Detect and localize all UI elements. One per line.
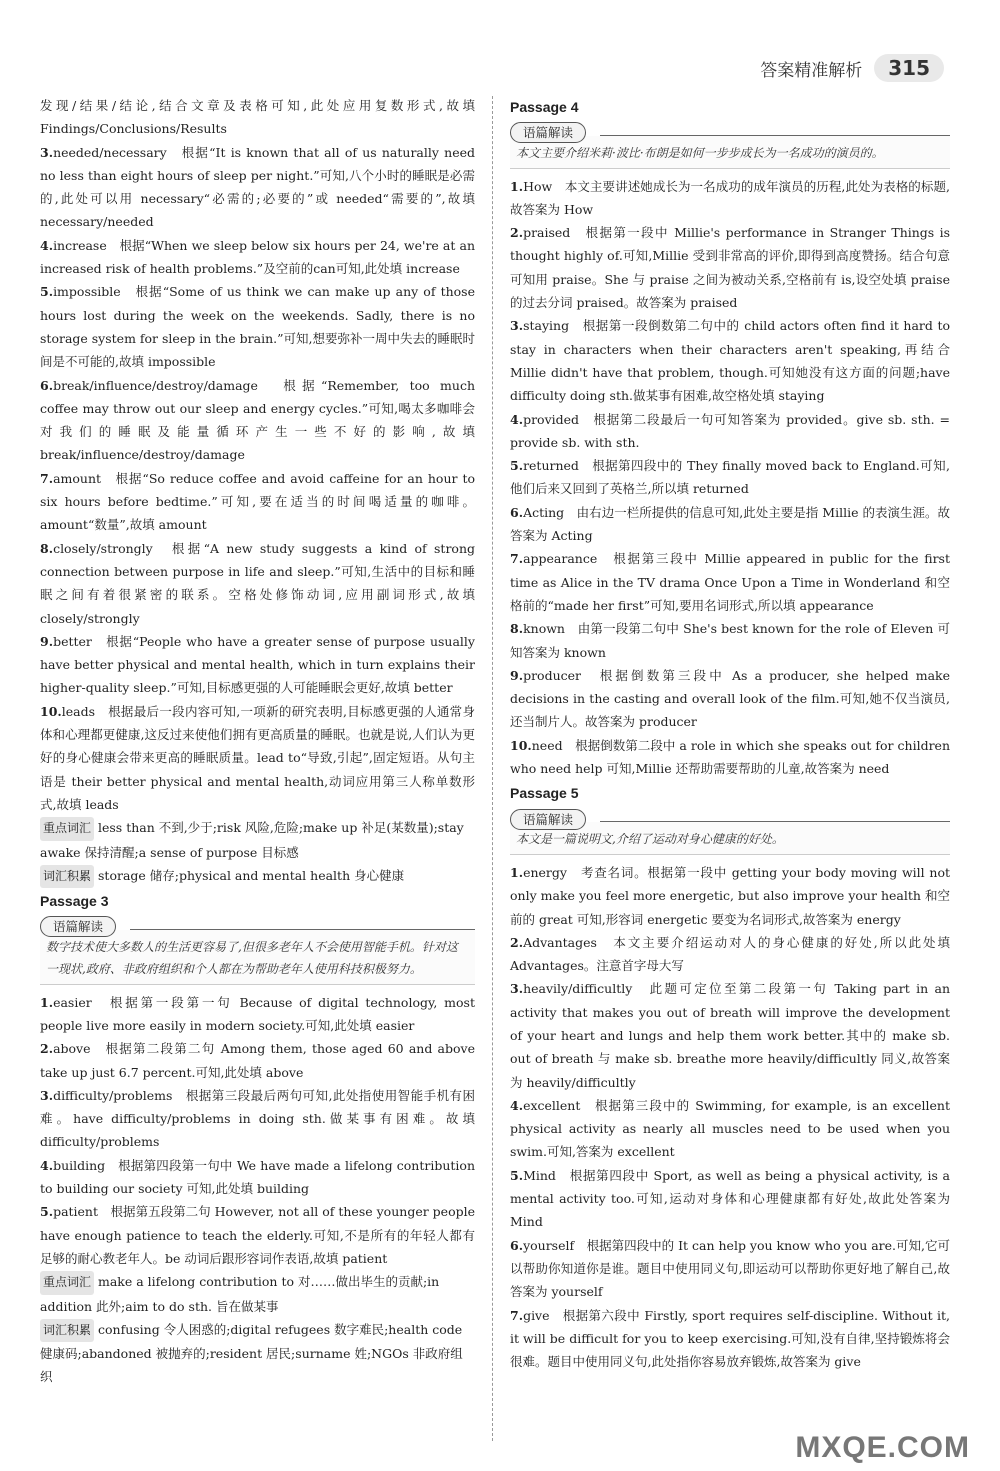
answer-text: Advantages 本文主要介绍运动对人的身心健康的好处,所以此处填 Advantages。注意首字母大写	[510, 934, 950, 974]
passage-3-reading-box	[40, 915, 475, 984]
answer-text: needed/necessary 根据“It is known that all of us naturally need no less than eight hours of sleep per night.”可知,八个小时的睡眠是必需的,此处可以用 necessary“必需的;必要的”或 needed“需要的”,故填necessary/needed	[40, 144, 475, 230]
answer-text: heavily/difficultly 此题可定位至第二段第一句 Taking part in an activity that makes you out of breath will improve the development of your heart and lungs and help them work better.其中的 make sb. out of breath 与 make sb. breathe more heavily/difficultly 同义,故答案为 heavily/difficultly	[510, 981, 950, 1090]
answer-item	[40, 700, 475, 816]
passage-5-title: Passage 5	[510, 785, 579, 802]
answer-text: closely/strongly 根据“A new study suggests a kind of strong connection between purpose in life and sleep.”可知,生活中的目标和睡眠之间有着很紧密的联系。空格处修饰动词,应用副词形式,故填 closely/strongly	[40, 540, 475, 626]
answer-text: provided 根据第二段最后一句可知答案为 provided。give sb. sth. = provide sb. with sth.	[510, 411, 950, 450]
answer-item	[40, 1037, 475, 1084]
answer-item	[510, 931, 950, 978]
answer-item	[510, 408, 950, 455]
header-title: 答案精准解析	[760, 60, 863, 81]
answer-number: 10.	[40, 703, 62, 719]
answer-item	[510, 977, 950, 1093]
answer-number: 1.	[510, 864, 524, 880]
answer-text: easier 根据第一段第一句 Because of digital technology, most people live more easily in modern society.可知,此处填 easier	[40, 994, 475, 1033]
answer-item	[510, 314, 950, 407]
answer-text: excellent 根据第三段中的 Swimming, for example, is an excellent physical activity as nearly all muscles need to be used when you swim.可知,答案为 excellent	[510, 1097, 950, 1160]
left-column	[40, 94, 475, 1389]
answer-number: 6.	[510, 1237, 524, 1253]
answer-item	[510, 1094, 950, 1164]
passage-4-items	[510, 175, 950, 781]
answer-number: 3.	[510, 981, 524, 997]
p3-key-vocab	[40, 1270, 475, 1318]
watermark: MXQE.COM	[795, 1431, 970, 1464]
reading-badge: 语篇解读	[510, 809, 586, 830]
answer-number: 2.	[40, 1041, 54, 1057]
answer-item	[40, 1200, 475, 1270]
answer-text: patient 根据第五段第二句 However, not all of these younger people have enough patience to teach the elderly.可知,不是所有的年轻人都有足够的耐心教老年人。be 动词后跟形容词作表语,故填 patient	[40, 1204, 475, 1266]
passage-4-title: Passage 4	[510, 99, 579, 115]
answer-text: better 根据“People who have a greater sense of purpose usually have better physical and mental health, which in turn explains their higher-quality sleep.”可知,目标感更强的人可能睡眠会更好,故填 better	[40, 633, 475, 696]
answer-text: yourself 根据第四段中的 It can help you know who you are.可知,它可以帮助你知道你是谁。题目中使用同义句,即运动可以帮助你更好地了解自己,故答案为 yourself	[510, 1237, 950, 1300]
answer-number: 4.	[510, 411, 524, 427]
answer-number: 9.	[510, 667, 524, 683]
answer-text: impossible 根据“Some of us think we can make up any of those hours lost during the week on the weekends. Sadly, there is no storage system for sleep in the brain.”可知,想要弥补一周中失去的睡眠时间是不可能的,故填 impossible	[40, 284, 475, 370]
intro-text: 发现/结果/结论,结合文章及表格可知,此处应用复数形式,故填Findings/Conclusions/Results	[40, 98, 475, 137]
answer-number: 8.	[40, 540, 54, 556]
answer-text: leads 根据最后一段内容可知,一项新的研究表明,目标感更强的人通常身体和心理都更健康,这反过来使他们拥有更高质量的睡眠。也就是说,人们认为更好的身心健康会带来更高的睡眠质量。lead to“导致,引起”,固定短语。从句主语是 their better physical and mental health,动词应用第三人称单数形式,故填 leads	[40, 703, 475, 812]
column-divider	[492, 96, 493, 1441]
vocab-accum-label: 词汇积累	[40, 865, 94, 888]
answer-number: 1.	[40, 994, 54, 1010]
answer-text: amount 根据“So reduce coffee and avoid caffeine for an hour to six hours before bedtime.”可知,要在适当的时间喝适量的咖啡。amount“数量”,故填 amount	[40, 470, 475, 533]
right-column	[510, 94, 950, 1373]
answer-number: 2.	[510, 934, 524, 950]
answer-text: difficulty/problems 根据第三段最后两句可知,此处指使用智能手机有困难。have difficulty/problems in doing sth.做某事有困难。故填 difficulty/problems	[40, 1087, 475, 1150]
answer-item	[40, 537, 475, 630]
key-vocab-text: less than 不到,少于;risk 风险,危险;make up 补足(某数量);stay awake 保持清醒;a sense of purpose 目标感	[40, 820, 464, 860]
vocab-accum-text: storage 储存;physical and mental health 身心健康	[98, 867, 405, 883]
answer-number: 8.	[510, 621, 524, 637]
answer-item	[510, 175, 950, 222]
answer-item	[510, 454, 950, 501]
answer-number: 5.	[510, 1167, 524, 1183]
answer-number: 3.	[40, 144, 54, 160]
answer-number: 7.	[510, 551, 524, 567]
answer-item	[510, 1304, 950, 1374]
answer-item	[510, 1164, 950, 1234]
answer-number: 4.	[40, 237, 54, 253]
answer-item	[40, 234, 475, 281]
vocab-accum	[40, 864, 475, 888]
answer-text: Mind 根据第四段中 Sport, as well as being a physical activity, is a mental activity too.可知,运动对身体和心理健康都有好处,故此处答案为 Mind	[510, 1167, 950, 1230]
answer-number: 7.	[40, 470, 54, 486]
p3-vocab-accum-label: 词汇积累	[40, 1319, 94, 1342]
key-vocab-label: 重点词汇	[40, 817, 94, 840]
answer-item	[510, 861, 950, 931]
p3-vocab-accum-text: confusing 令人困惑的;digital refugees 数字难民;health code 健康码;abandoned 被抛弃的;resident 居民;surname 姓;NGOs 非政府组织	[40, 1321, 463, 1385]
answer-item	[40, 141, 475, 234]
passage-5-reading-box	[510, 808, 950, 855]
answer-text: break/influence/destroy/damage 根据“Remember, too much coffee may throw out our sleep and energy cycles.”可知,喝太多咖啡会对我们的睡眠及能量循环产生一些不好的影响,故填 break/influence/destroy/damage	[40, 377, 475, 463]
answer-text: building 根据第四段第一句中 We have made a lifelong contribution to building our society 可知,此处填 building	[40, 1157, 475, 1197]
answer-text: increase 根据“When we sleep below six hours per 24, we're at an increased risk of health problems.”及空前的can可知,此处填 increase	[40, 237, 475, 277]
answer-item	[510, 221, 950, 314]
answer-number: 5.	[40, 284, 54, 300]
answer-item	[510, 734, 950, 781]
answer-number: 9.	[40, 633, 54, 649]
answer-text: above 根据第二段第二句 Among them, those aged 60 and above take up just 6.7 percent.可知,此处填 above	[40, 1041, 475, 1080]
page-number: 315	[874, 54, 944, 82]
answer-text: staying 根据第一段倒数第二句中的 child actors often find it hard to stay in characters when their characters aren't speaking,再结合 Millie didn't have that problem, though.可知她没有这方面的问题;have difficulty doing sth.做某事有困难,故空格处填 staying	[510, 318, 950, 404]
answer-item	[40, 280, 475, 373]
answer-text: Acting 由右边一栏所提供的信息可知,此处主要是指 Millie 的表演生涯。故答案为 Acting	[510, 504, 950, 544]
answer-item	[510, 664, 950, 734]
answer-item	[40, 467, 475, 537]
answer-item	[40, 630, 475, 700]
answer-number: 2.	[510, 225, 524, 241]
left-items	[40, 141, 475, 817]
passage-3-title: Passage 3	[40, 893, 109, 910]
answer-item	[510, 547, 950, 617]
answer-number: 6.	[510, 504, 524, 520]
passage-4-reading-box	[510, 121, 950, 168]
answer-text: How 本文主要讲述她成长为一名成功的成年演员的历程,此处为表格的标题,故答案为 How	[510, 178, 950, 217]
answer-item	[40, 1084, 475, 1154]
answer-number: 4.	[40, 1157, 54, 1173]
answer-item	[40, 991, 475, 1038]
answer-number: 7.	[510, 1307, 524, 1323]
answer-text: returned 根据第四段中的 They finally moved back to England.可知,他们后来又回到了英格兰,所以填 returned	[510, 458, 950, 497]
passage-3-items	[40, 991, 475, 1271]
answer-number: 1.	[510, 178, 524, 194]
answer-number: 4.	[510, 1097, 524, 1113]
passage-3-summary: 数字技术使大多数人的生活更容易了,但很多老年人不会使用智能手机。针对这一现状,政府、非政府组织和个人都在为帮助老年人使用科技积极努力。	[40, 930, 475, 985]
answer-text: give 根据第六段中 Firstly, sport requires self-discipline. Without it, it will be difficult for you to keep exercising.可知,没有自律,坚持锻炼将会很难。题目中使用同义句,此处指你容易放弃锻炼,故答案为 give	[510, 1307, 950, 1370]
reading-badge: 语篇解读	[510, 122, 586, 143]
answer-number: 10.	[510, 737, 532, 753]
answer-number: 5.	[510, 458, 524, 474]
p3-vocab-accum	[40, 1318, 475, 1389]
passage-4-summary: 本文主要介绍米莉·波比·布朗是如何一步步成长为一名成功的演员的。	[510, 136, 950, 169]
answer-item	[40, 1154, 475, 1201]
answer-number: 6.	[40, 377, 54, 393]
page-header	[760, 54, 944, 82]
answer-text: appearance 根据第三段中 Millie appeared in public for the first time as Alice in the TV drama Once Upon a Time in Wonderland 和空格前的“made her first”可知,要用名词形式,所以填 appearance	[510, 551, 950, 613]
answer-item	[510, 501, 950, 548]
answer-number: 3.	[510, 318, 524, 334]
p3-key-vocab-text: make a lifelong contribution to 对……做出毕生的贡献;in addition 此外;aim to do sth. 旨在做某事	[40, 1274, 440, 1314]
reading-badge: 语篇解读	[40, 916, 116, 937]
passage-5-items	[510, 861, 950, 1374]
answer-text: producer 根据倒数第三段中 As a producer, she helped make decisions in the casting and overall look of the film.可知,她不仅当演员,还当制片人。故答案为 producer	[510, 667, 950, 730]
answer-text: praised 根据第一段中 Millie's performance in Stranger Things is thought highly of.可知,Millie 受到非常高的评价,即得到高度赞扬。结合句意可知用 praise。She 与 praise 之间为被动关系,空格前有 is,设空处填 praise 的过去分词 praised。故答案为 praised	[510, 225, 950, 311]
answer-text: energy 考查名词。根据第一段中 getting your body moving will not only make you feel more energetic, but also improve your health 和空前的 great 可知,形容词 energetic 要变为名词形式,故答案为 energy	[510, 864, 950, 927]
answer-text: need 根据倒数第二段中 a role in which she speaks out for children who need help 可知,Millie 还帮助需要帮助的儿童,故答案为 need	[510, 737, 950, 777]
answer-text: known 由第一段第二句中 She's best known for the role of Eleven 可知答案为 known	[510, 621, 950, 660]
answer-item	[40, 374, 475, 467]
answer-number: 5.	[40, 1204, 54, 1220]
answer-item	[510, 1234, 950, 1304]
answer-item	[510, 617, 950, 664]
key-vocab	[40, 816, 475, 864]
answer-number: 3.	[40, 1087, 54, 1103]
passage-5-summary: 本文是一篇说明文,介绍了运动对身心健康的好处。	[510, 822, 950, 855]
p3-key-vocab-label: 重点词汇	[40, 1271, 94, 1294]
